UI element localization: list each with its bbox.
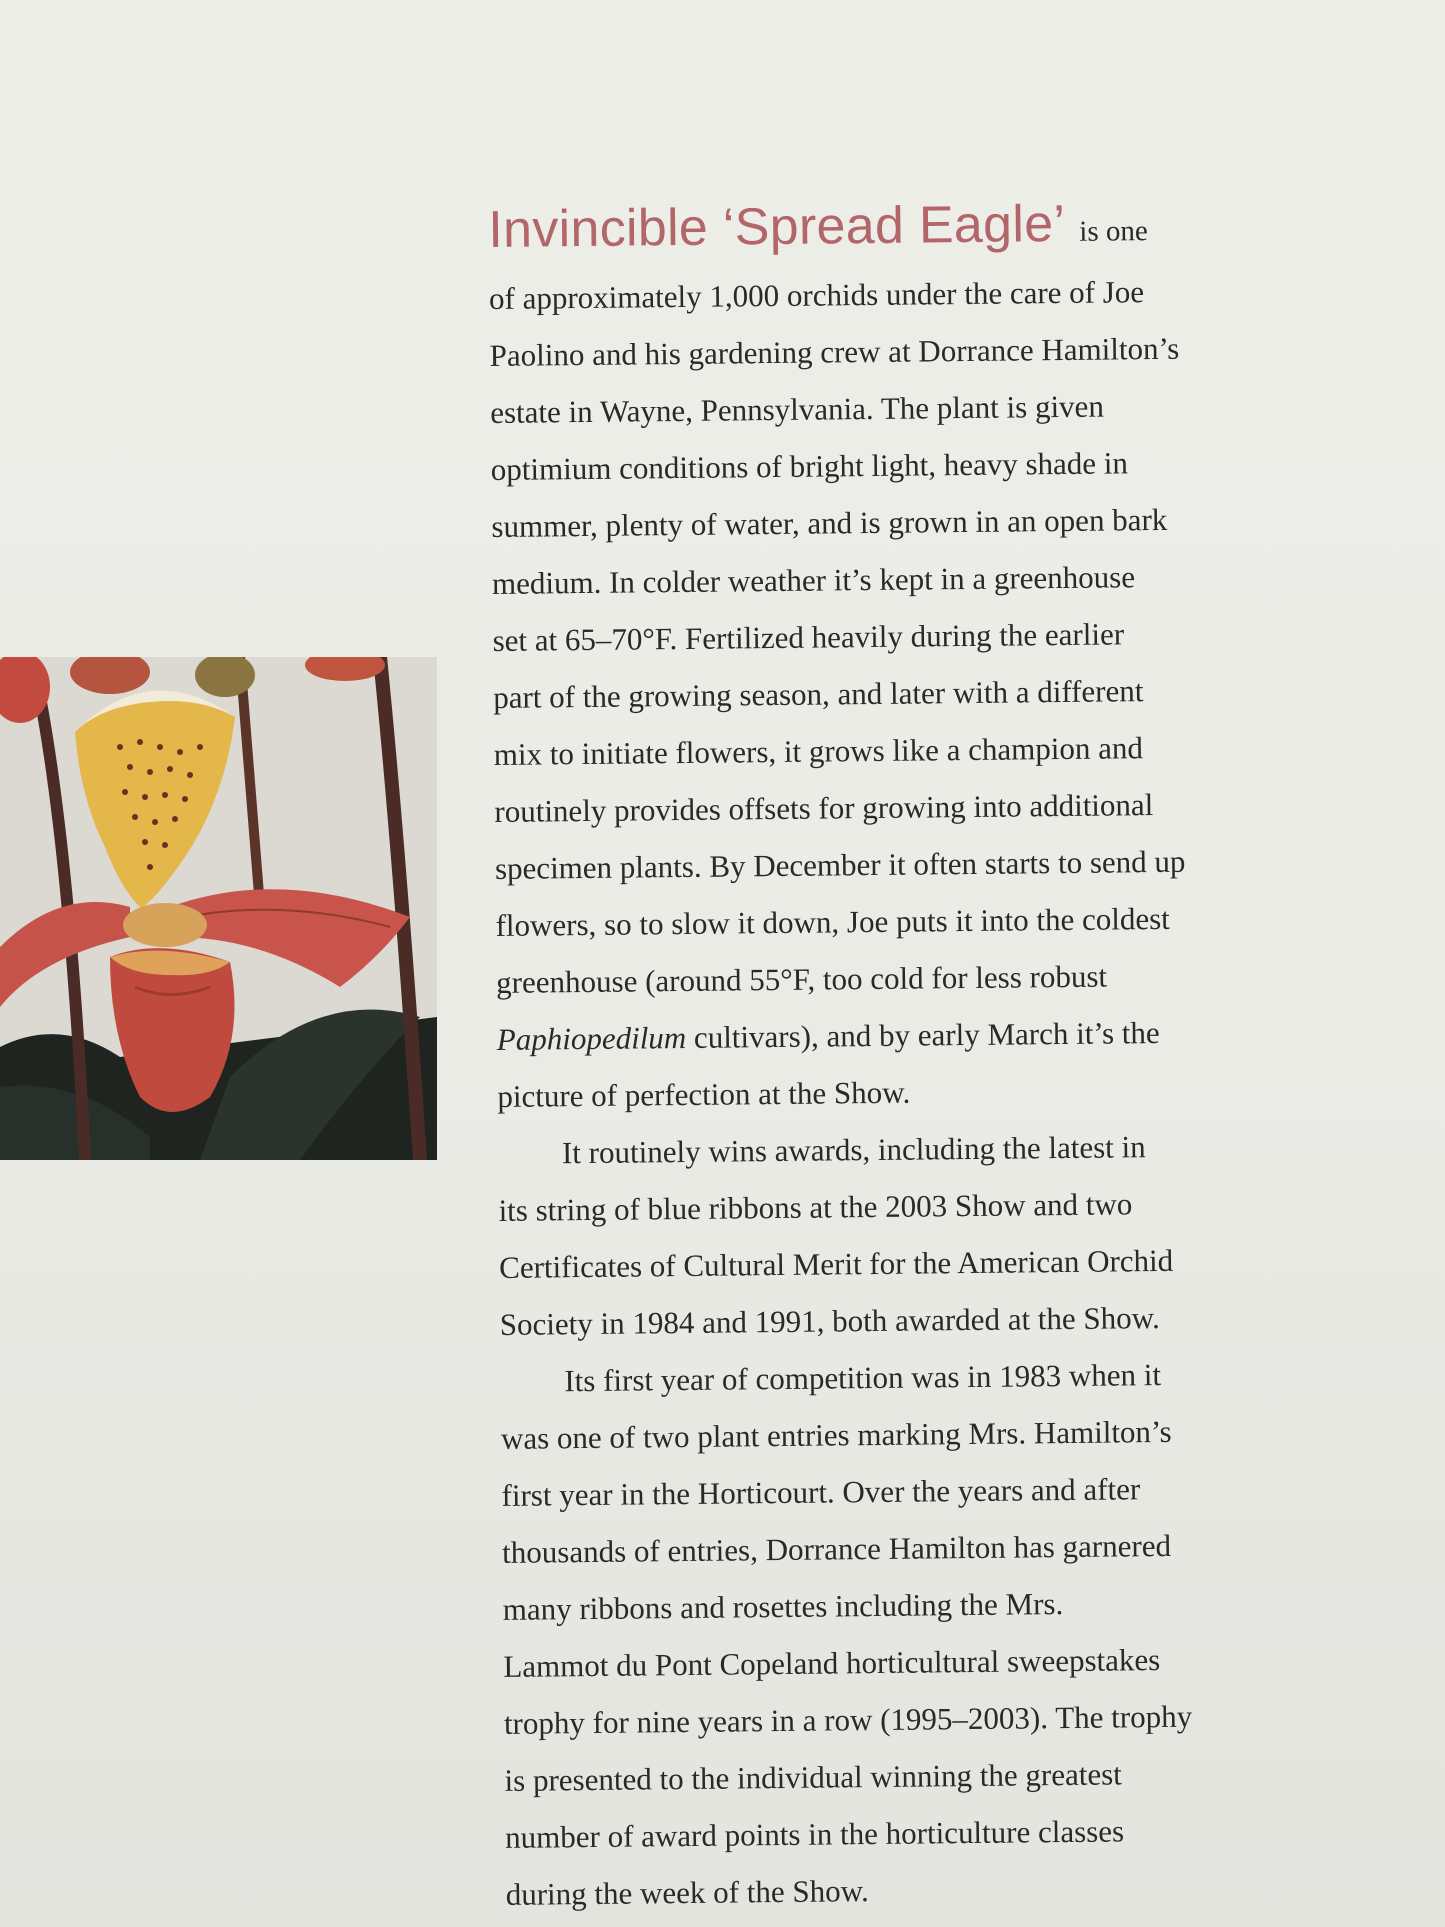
text-line: thousands of entries, Dorrance Hamilton has garnered — [501, 1527, 1172, 1570]
text-line: greenhouse (around 55°F, too cold for less robust — [496, 958, 1108, 1000]
text-line: optimium conditions of bright light, heavy shade in — [490, 445, 1129, 487]
text-line: Lammot du Pont Copeland horticultural sweepstakes — [503, 1642, 1161, 1684]
text-line: medium. In colder weather it’s kept in a greenhouse — [491, 559, 1136, 601]
italic-genus: Paphiopedilum — [496, 1019, 687, 1057]
text-line: Society in 1984 and 1991, both awarded at the Show. — [499, 1300, 1161, 1342]
text-line: was one of two plant entries marking Mrs. Hamilton’s — [500, 1413, 1172, 1456]
text-after-italic: cultivars), and by early March it’s the — [686, 1015, 1160, 1055]
text-line: routinely provides offsets for growing into additional — [494, 787, 1154, 829]
text-line: is presented to the individual winning the greatest — [504, 1756, 1122, 1798]
orchid-photo — [0, 657, 437, 1160]
heading-lead-in: is one — [1079, 215, 1148, 248]
text-line: number of award points in the horticulture classes — [504, 1813, 1125, 1855]
text-line-italic — [496, 1003, 1297, 1068]
text-line: summer, plenty of water, and is grown in an open bark — [491, 501, 1168, 544]
text-line: Paolino and his gardening crew at Dorrance Hamilton’s — [489, 330, 1180, 373]
orchid-illustration — [0, 657, 437, 1160]
article-text — [488, 192, 1306, 1923]
text-line: Certificates of Cultural Merit for the American Orchid — [498, 1242, 1174, 1285]
text-line: set at 65–70°F. Fertilized heavily during the earlier — [492, 616, 1125, 658]
text-line: many ribbons and rosettes including the Mrs. — [502, 1586, 1064, 1627]
text-line: mix to initiate flowers, it grows like a champion and — [493, 730, 1144, 772]
article-heading: Invincible ‘Spread Eagle’ — [488, 194, 1066, 259]
text-line-indented: Its first year of competition was in 1983 when it — [564, 1357, 1162, 1399]
heading-line — [488, 192, 1289, 270]
text-line-indented: It routinely wins awards, including the latest in — [561, 1129, 1146, 1171]
text-line: of approximately 1,000 orchids under the care of Joe — [488, 274, 1145, 316]
text-line: first year in the Horticourt. Over the years and after — [501, 1471, 1141, 1513]
text-line: its string of blue ribbons at the 2003 Show and two — [498, 1186, 1133, 1228]
text-line: specimen plants. By December it often starts to send up — [494, 843, 1186, 886]
text-line: during the week of the Show. — [505, 1873, 869, 1912]
paragraph-2 — [498, 1117, 1300, 1353]
text-line: flowers, so to slow it down, Joe puts it into the coldest — [495, 900, 1170, 943]
text-line: part of the growing season, and later with a different — [493, 673, 1144, 715]
paragraph-1 — [489, 262, 1298, 1125]
text-line: trophy for nine years in a row (1995–2003). The trophy — [503, 1698, 1193, 1741]
text-line: estate in Wayne, Pennsylvania. The plant is given — [490, 388, 1105, 430]
text-line: picture of perfection at the Show. — [497, 1074, 911, 1114]
paragraph-3 — [500, 1345, 1306, 1923]
